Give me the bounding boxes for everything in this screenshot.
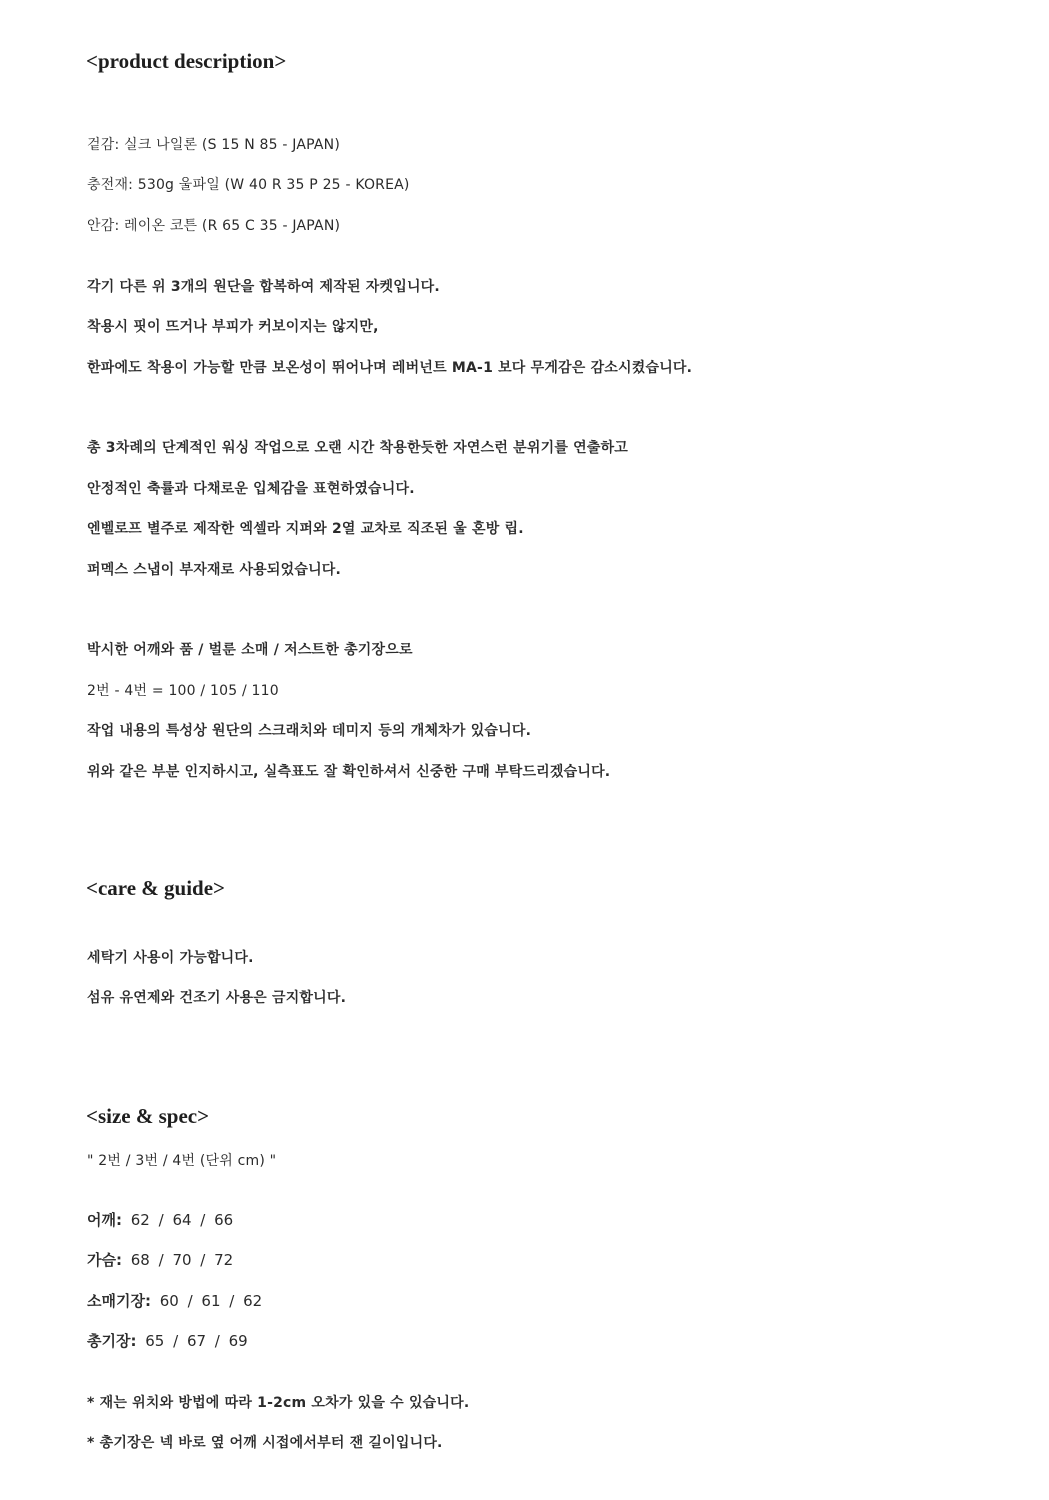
description-line: 각기 다른 위 3개의 원단을 합복하여 제작된 자켓입니다. bbox=[87, 279, 440, 295]
spec-row-sleeve bbox=[87, 1290, 262, 1311]
size-unit-note: " 2번 / 3번 / 4번 (단위 cm) " bbox=[87, 1153, 277, 1169]
size-range-line: 2번 - 4번 = 100 / 105 / 110 bbox=[87, 683, 279, 699]
description-line: 작업 내용의 특성상 원단의 스크래치와 데미지 등의 개체차가 있습니다. bbox=[87, 723, 532, 739]
spec-label: 어깨: bbox=[87, 1211, 122, 1229]
care-line: 세탁기 사용이 가능합니다. bbox=[87, 950, 254, 966]
spec-values: 65 / 67 / 69 bbox=[145, 1332, 248, 1350]
spec-label: 가슴: bbox=[87, 1251, 122, 1269]
spec-values: 68 / 70 / 72 bbox=[130, 1251, 234, 1269]
description-line: 퍼멕스 스냅이 부자재로 사용되었습니다. bbox=[87, 562, 342, 578]
size-note: * 재는 위치와 방법에 따라 1-2cm 오차가 있을 수 있습니다. bbox=[87, 1395, 470, 1411]
product-description-heading: <product description> bbox=[86, 49, 287, 73]
care-line: 섬유 유연제와 건조기 사용은 금지합니다. bbox=[87, 990, 347, 1006]
spec-row-chest bbox=[87, 1249, 233, 1270]
description-line: 박시한 어깨와 품 / 벌룬 소매 / 저스트한 총기장으로 bbox=[87, 642, 413, 658]
spec-values: 62 / 64 / 66 bbox=[130, 1211, 234, 1229]
material-outer: 겉감: 실크 나일론 (S 15 N 85 - JAPAN) bbox=[87, 137, 341, 153]
description-line: 안정적인 축률과 다채로운 입체감을 표현하였습니다. bbox=[87, 481, 415, 497]
description-line: 착용시 핏이 뜨거나 부피가 커보이지는 않지만, bbox=[87, 319, 379, 335]
size-spec-heading: <size & spec> bbox=[86, 1104, 210, 1128]
material-lining: 안감: 레이온 코튼 (R 65 C 35 - JAPAN) bbox=[87, 218, 341, 234]
spec-row-shoulder bbox=[87, 1209, 233, 1230]
spec-row-length bbox=[87, 1330, 248, 1351]
description-line: 한파에도 착용이 가능할 만큼 보온성이 뛰어나며 레버넌트 MA-1 보다 무게감은 감소시켰습니다. bbox=[87, 360, 693, 376]
material-filling: 충전재: 530g 울파일 (W 40 R 35 P 25 - KOREA) bbox=[87, 177, 410, 193]
size-note: * 총기장은 넥 바로 옆 어깨 시접에서부터 잰 길이입니다. bbox=[87, 1435, 443, 1451]
spec-label: 총기장: bbox=[87, 1332, 137, 1350]
description-line: 엔벨로프 별주로 제작한 엑셀라 지퍼와 2열 교차로 직조된 울 혼방 립. bbox=[87, 521, 524, 537]
description-line: 총 3차례의 단계적인 워싱 작업으로 오랜 시간 착용한듯한 자연스런 분위기를 연출하고 bbox=[87, 440, 629, 456]
spec-values: 60 / 61 / 62 bbox=[159, 1292, 263, 1310]
care-guide-heading: <care & guide> bbox=[86, 876, 226, 900]
description-line: 위와 같은 부분 인지하시고, 실측표도 잘 확인하셔서 신중한 구매 부탁드리겠습니다. bbox=[87, 764, 611, 780]
spec-label: 소매기장: bbox=[87, 1292, 151, 1310]
